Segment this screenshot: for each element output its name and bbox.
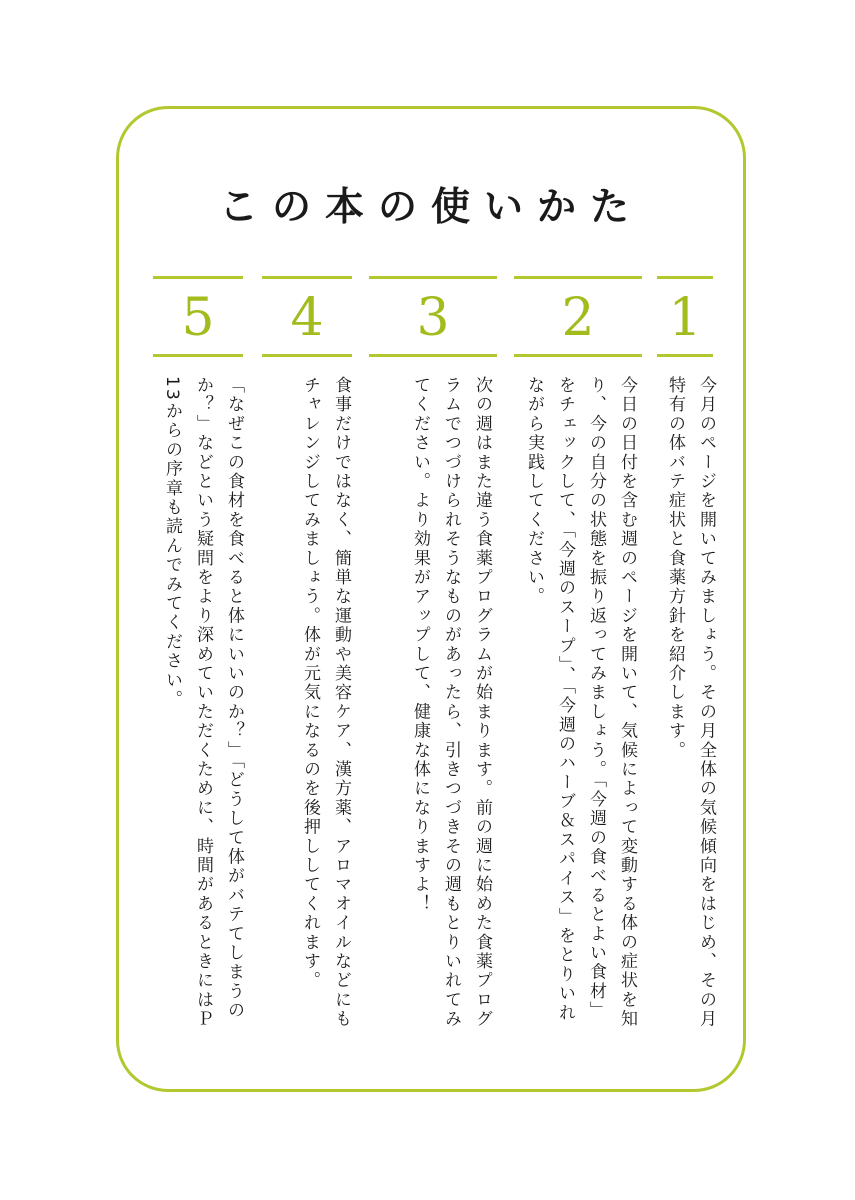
section-top-rule — [514, 276, 642, 279]
section-number: 2 — [561, 288, 595, 348]
section-bottom-rule — [262, 354, 352, 357]
section-text: 今日の日付を含む週のページを開いて、気候によって変動する体の症状を知り、今の自分の状態を振り返ってみましょう。「今週の食べるとよい食材」をチェックして、「今週のスープ」、「今週のハーブ＆スパイス」をとりいれながら実践してください。 — [524, 376, 637, 1029]
section-number: 5 — [181, 288, 215, 348]
section-text: 今月のページを開いてみましょう。その月全体の気候傾向をはじめ、その月特有の体バテ症状と食薬方針を紹介します。 — [665, 376, 716, 1029]
section-number: 1 — [668, 288, 702, 348]
section-top-rule — [262, 276, 352, 279]
section-number: 3 — [416, 288, 450, 348]
section-top-rule — [369, 276, 497, 279]
section-top-rule — [153, 276, 243, 279]
section-text: 食事だけではなく、簡単な運動や美容ケア、漢方薬、アロマオイルなどにもチャレンジしてみましょう。体が元気になるのを後押ししてくれます。 — [300, 376, 351, 1029]
section-text: 「なぜこの食材を食べると体にいいのか？」「どうして体がバテてしまうのか？」などという疑問をより深めていただくために、時間があるときにはＰ13からの序章も読んでみてください。 — [162, 376, 244, 1029]
page-title: この本の使いかた — [218, 185, 643, 231]
section-number: 4 — [290, 288, 324, 348]
section-top-rule — [657, 276, 713, 279]
section-bottom-rule — [153, 354, 243, 357]
section-text: 次の週はまた違う食薬プログラムが始まります。前の週に始めた食薬プログラムでつづけられそうなものがあったら、引きつづきその週もとりいれてみてください。より効果がアップして、健康な体になりますよ！ — [410, 376, 492, 1029]
section-bottom-rule — [369, 354, 497, 357]
section-bottom-rule — [514, 354, 642, 357]
section-bottom-rule — [657, 354, 713, 357]
